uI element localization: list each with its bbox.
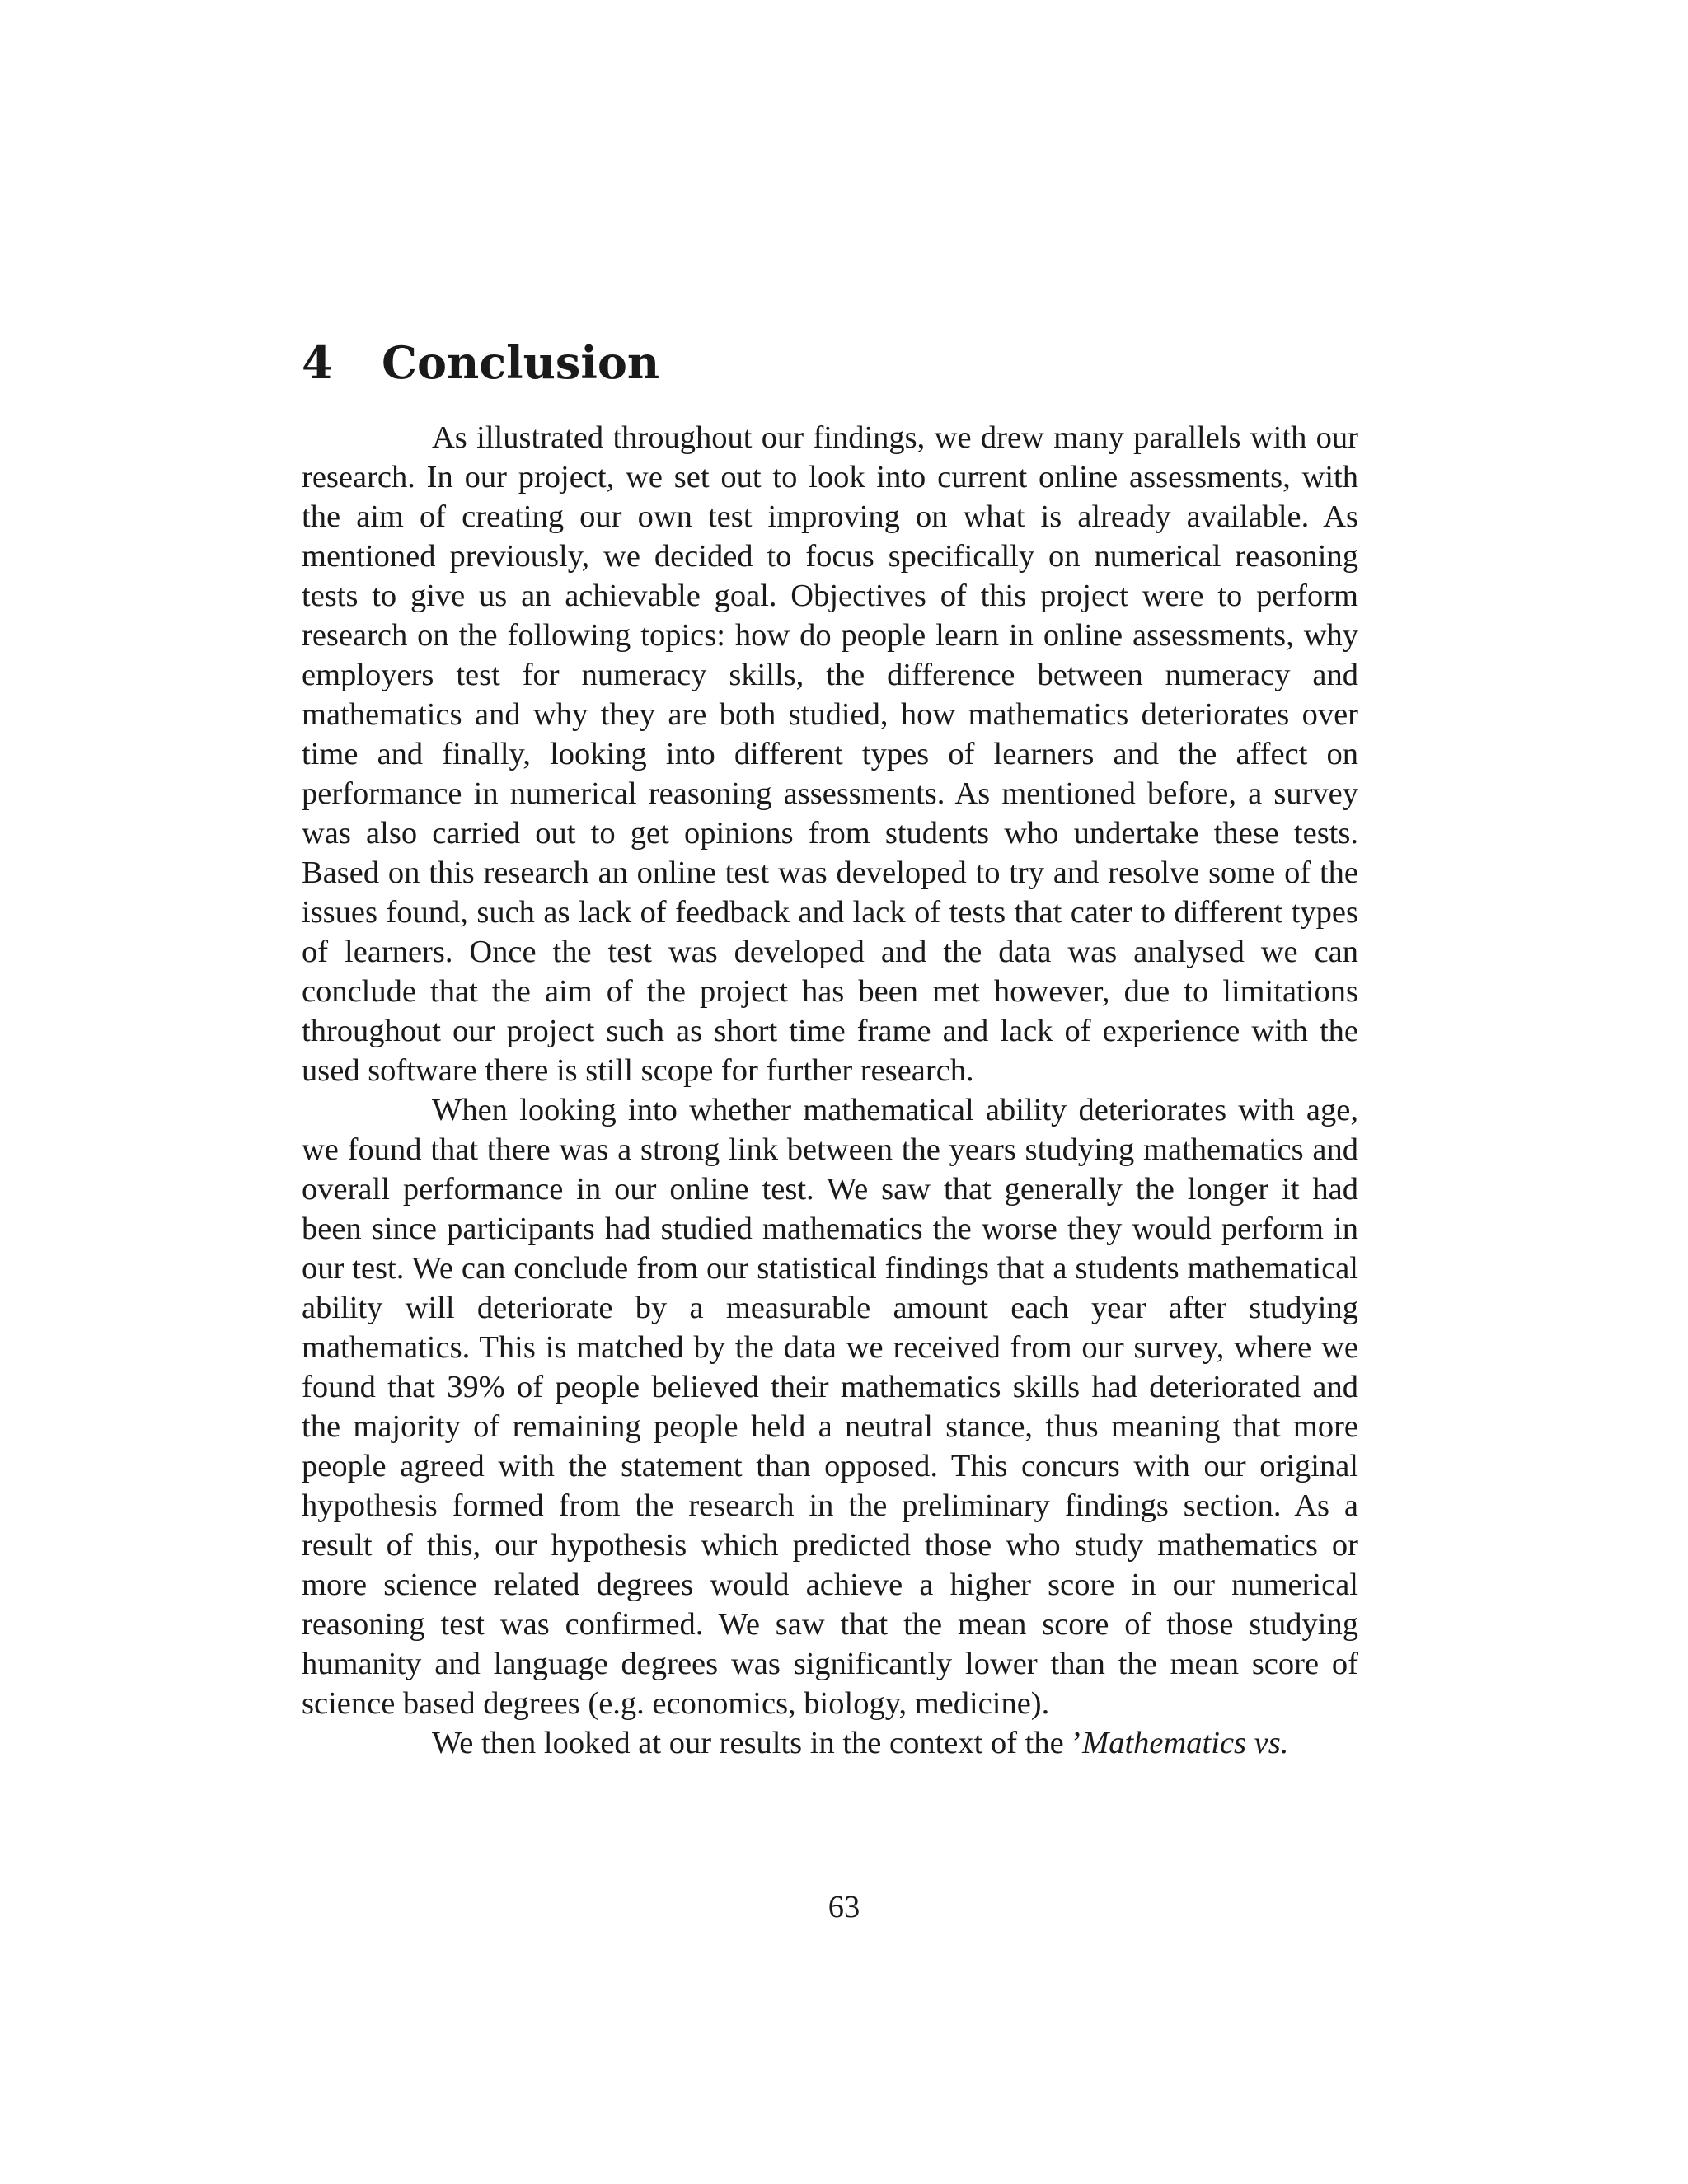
section-number: 4 (302, 336, 333, 389)
paragraph-intro: As illustrated throughout our findings, we drew many parallels with our research. In our project, we set out to look into current online assessments, with the aim of creating our own test improving on what is already available. As mentioned previously, we decided to focus specifically on numerical reasoning tests to give us an achievable goal. Objectives of this project were to perform research on the following topics: how do people learn in online assessments, why employers test for numeracy skills, the difference between numeracy and mathematics and why they are both studied, how mathematics deteriorates over time and finally, looking into different types of learners and the affect on performance in numerical reasoning assessments. As mentioned before, a survey was also carried out to get opinions from students who undertake these tests. Based on this research an online test was developed to try and resolve some of the issues found, such as lack of feedback and lack of tests that cater to different types of learners. Once the test was developed and the data was analysed we can conclude that the aim of the project has been met however, due to limitations throughout our project such as short time frame and lack of experience with the used software there is still scope for further research. (302, 420, 1358, 1088)
paragraph-deterioration: When looking into whether mathematical ability deteriorates with age, we found that there was a strong link between the years studying mathematics and overall performance in our online test. We saw that generally the longer it had been since participants had studied mathematics the worse they would perform in our test. We can conclude from our statistical findings that a students mathematical ability will deteriorate by a measurable amount each year after studying mathematics. This is matched by the data we received from our survey, where we found that 39% of people believed their mathematics skills had deteriorated and the majority of remaining people held a neutral stance, thus meaning that more people agreed with the statement than opposed. This concurs with our original hypothesis formed from the research in the preliminary findings section. As a result of this, our hypothesis which predicted those who study mathematics or more science related degrees would achieve a higher score in our numerical reasoning test was confirmed. We saw that the mean score of those studying humanity and language degrees was significantly lower than the mean score of science based degrees (e.g. economics, biology, medicine). (302, 1093, 1358, 1721)
paragraph-context-italic: Mathematics vs. (1082, 1726, 1289, 1760)
section-heading (302, 330, 659, 396)
paragraph-context (302, 1723, 1358, 1763)
section-title: Conclusion (382, 336, 660, 389)
body-text (302, 418, 1358, 1763)
page-number: 63 (828, 1890, 860, 1924)
paragraph-context-text: We then looked at our results in the context of the ’ (432, 1726, 1083, 1760)
